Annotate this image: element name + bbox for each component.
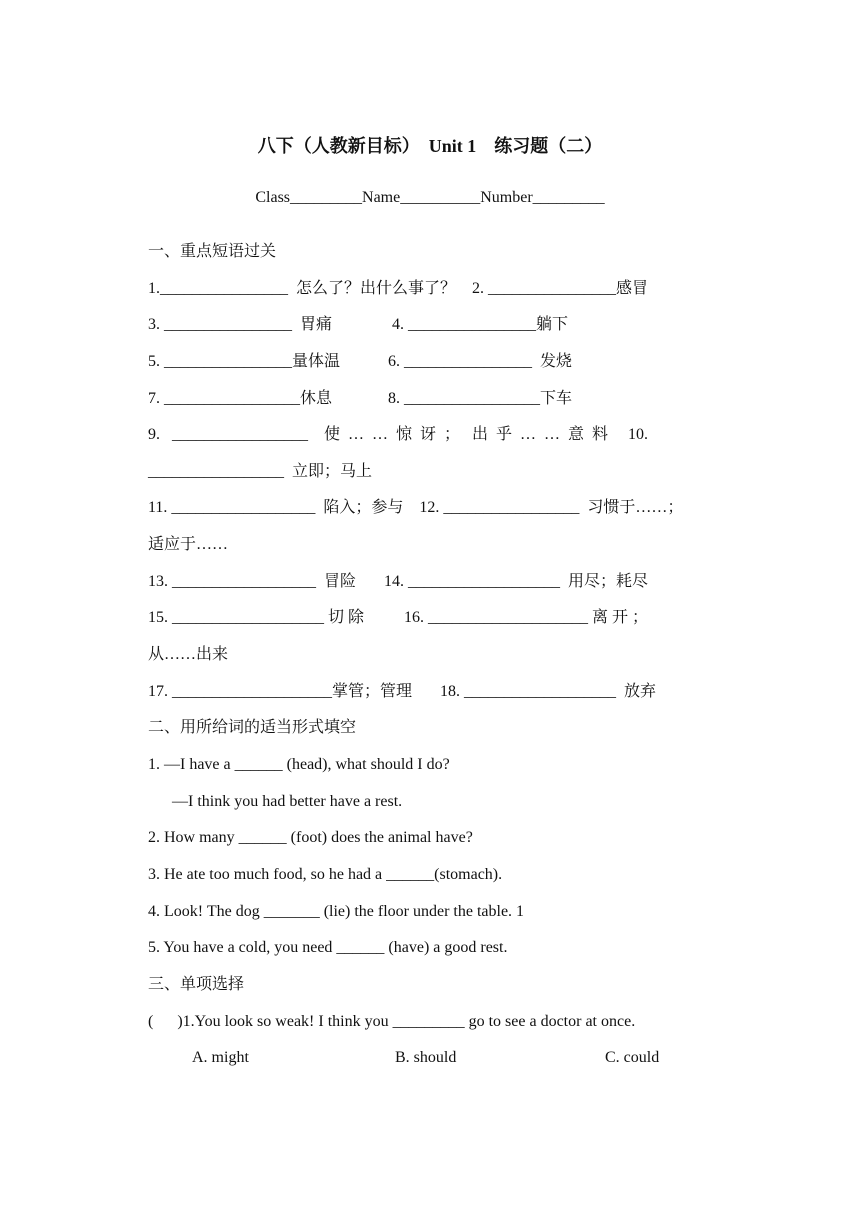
phrase-line: 3. ________________ 胃痛 4. ________________躺下 (148, 316, 569, 333)
fill-blank-line: 1. —I have a ______ (head), what should I do? (148, 756, 450, 773)
fill-blank-line: 4. Look! The dog _______ (lie) the floor under the table. 1 (148, 903, 525, 920)
phrase-line: 5. ________________量体温 6. ________________ 发烧 (148, 353, 573, 370)
fill-blank-line: 5. You have a cold, you need ______ (have) a good rest. (148, 939, 508, 956)
phrase-line: _________________ 立即；马上 (148, 463, 373, 480)
option-c: C. could (605, 1049, 660, 1066)
option-b: B. should (395, 1049, 457, 1066)
option-a: A. might (192, 1049, 249, 1066)
phrase-line: 从……出来 (148, 646, 229, 663)
section2-heading: 二、用所给词的适当形式填空 (148, 719, 357, 736)
phrase-line: 1.________________ 怎么了？出什么事了？ 2. ________________感冒 (148, 280, 649, 297)
choice-question: ( )1.You look so weak! I think you _________ go to see a doctor at once. (148, 1013, 636, 1030)
phrase-line: 15. ___________________ 切 除 16. ____________________ 离 开 ； (148, 609, 649, 626)
phrase-line: 13. __________________ 冒险 14. ___________________ 用尽；耗尽 (148, 573, 649, 590)
fill-blank-line: 3. He ate too much food, so he had a ______(stomach). (148, 866, 503, 883)
student-info-line: Class_________Name__________Number_________ (255, 189, 605, 206)
phrase-line: 17. ____________________掌管；管理 18. ___________________ 放弃 (148, 683, 657, 700)
phrase-line: 7. _________________休息 8. _________________下车 (148, 390, 573, 407)
fill-blank-line: 2. How many ______ (foot) does the animal have? (148, 829, 473, 846)
section3-heading: 三、单项选择 (148, 976, 245, 993)
phrase-line: 9. _________________ 使 … … 惊 讶 ； 出 乎 … … 意 料 10. (148, 426, 649, 443)
phrase-line: 11. __________________ 陷入；参与 12. _________________ 习惯于……； (148, 499, 684, 516)
fill-blank-line: —I think you had better have a rest. (148, 793, 403, 810)
phrase-line: 适应于…… (148, 536, 229, 553)
document-title: 八下（人教新目标） Unit 1 练习题（二） (257, 136, 603, 156)
section1-heading: 一、重点短语过关 (148, 243, 277, 260)
